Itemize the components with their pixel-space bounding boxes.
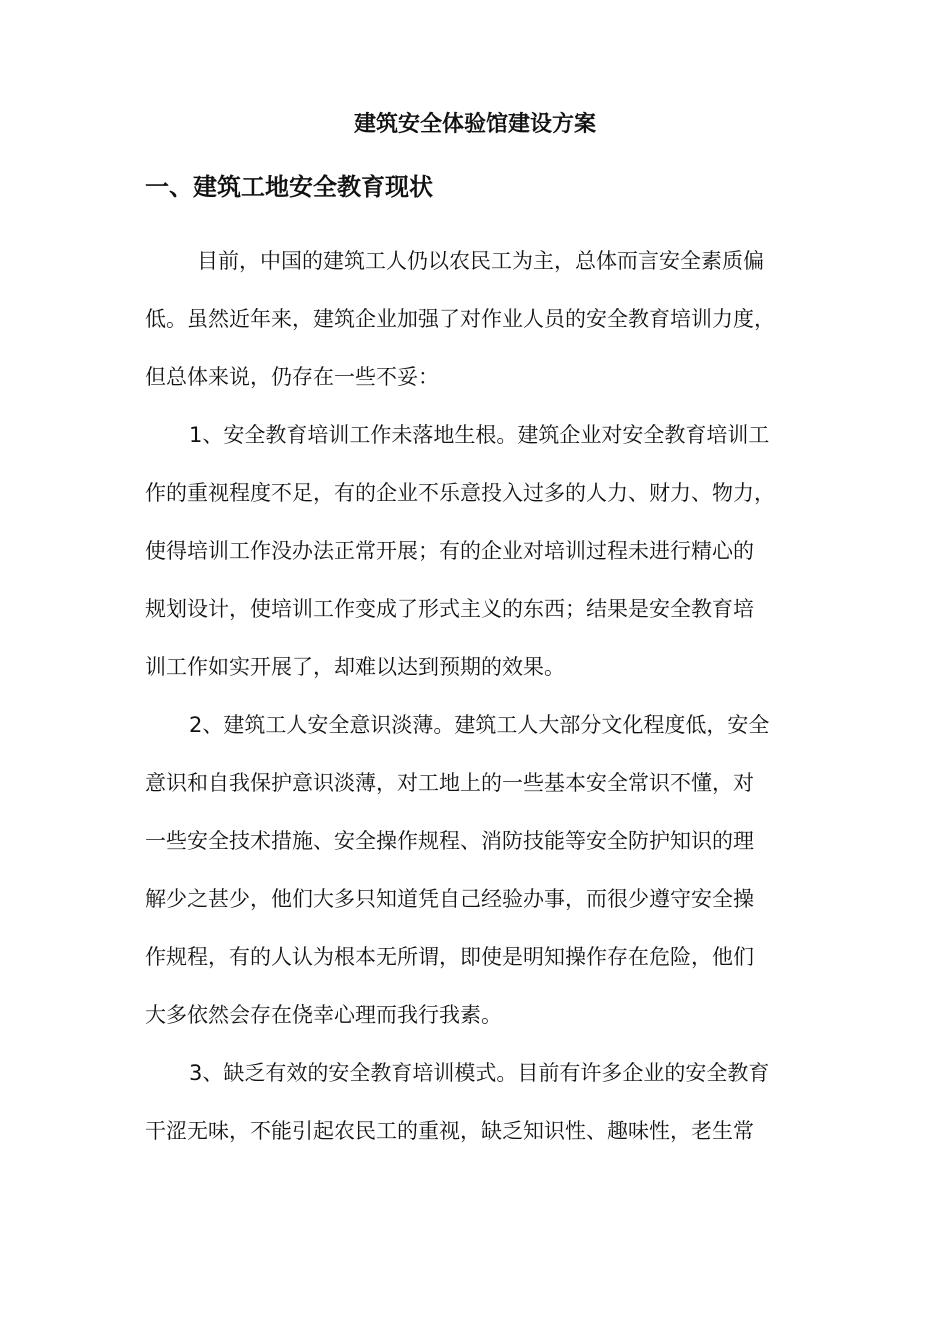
paragraph-line: 低。虽然近年来，建筑企业加强了对作业人员的安全教育培训力度， (145, 307, 775, 331)
paragraph-line: 1、安全教育培训工作未落地生根。建筑企业对安全教育培训工 (189, 423, 770, 447)
paragraph-line: 干涩无味，不能引起农民工的重视，缺乏知识性、趣味性，老生常 (145, 1119, 754, 1143)
document-body (145, 232, 835, 1160)
paragraph-point-3 (145, 1044, 835, 1160)
paragraph-line: 意识和自我保护意识淡薄，对工地上的一些基本安全常识不懂，对 (145, 771, 754, 795)
section-heading: 一、建筑工地安全教育现状 (145, 173, 433, 201)
paragraph-line: 大多依然会存在侥幸心理而我行我素。 (145, 1003, 502, 1027)
paragraph-line: 作的重视程度不足，有的企业不乐意投入过多的人力、财力、物力， (145, 481, 775, 505)
paragraph-point-2 (145, 696, 835, 1044)
paragraph-line: 3、缺乏有效的安全教育培训模式。目前有许多企业的安全教育 (189, 1061, 770, 1085)
paragraph-line: 但总体来说，仍存在一些不妥： (145, 365, 439, 389)
paragraph-intro (145, 232, 835, 406)
paragraph-line: 作规程，有的人认为根本无所谓，即使是明知操作存在危险，他们 (145, 945, 754, 969)
paragraph-line: 规划设计，使培训工作变成了形式主义的东西；结果是安全教育培 (145, 597, 754, 621)
paragraph-line: 使得培训工作没办法正常开展；有的企业对培训过程未进行精心的 (145, 539, 754, 563)
paragraph-line: 2、建筑工人安全意识淡薄。建筑工人大部分文化程度低，安全 (189, 713, 770, 737)
paragraph-point-1 (145, 406, 835, 696)
document-title: 建筑安全体验馆建设方案 (353, 112, 596, 137)
paragraph-line: 目前，中国的建筑工人仍以农民工为主，总体而言安全素质偏 (197, 249, 764, 273)
paragraph-line: 一些安全技术措施、安全操作规程、消防技能等安全防护知识的理 (145, 829, 754, 853)
paragraph-line: 解少之甚少，他们大多只知道凭自己经验办事，而很少遵守安全操 (145, 887, 754, 911)
paragraph-line: 训工作如实开展了，却难以达到预期的效果。 (145, 655, 565, 679)
